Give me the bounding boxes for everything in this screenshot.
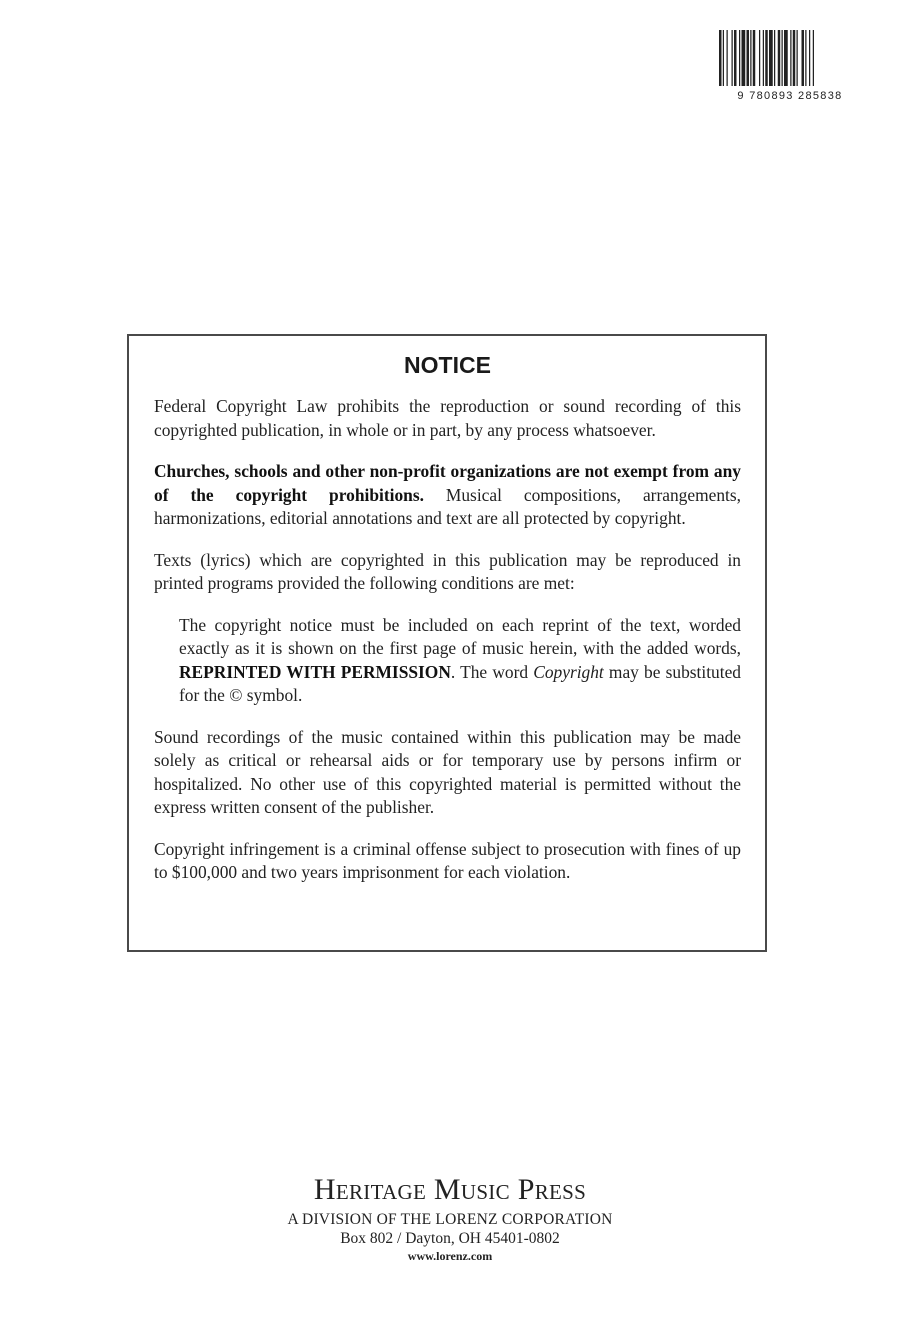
barcode-bar: [723, 30, 724, 86]
barcode-bar: [750, 30, 751, 86]
barcode-bar: [802, 30, 805, 86]
barcode-bar: [727, 30, 728, 86]
notice-paragraph-3: Texts (lyrics) which are copyrighted in this publication may be reproduced in printed programs provided the following conditions are met:: [154, 549, 741, 593]
barcode-bar: [765, 30, 768, 86]
barcode-bar: [747, 30, 750, 86]
publisher-division: A DIVISION OF THE LORENZ CORPORATION: [287, 1211, 613, 1228]
barcode-bars: [717, 28, 863, 88]
notice-paragraph-4-text-a: The copyright notice must be included on each reprint of the text, worded exactly as it is shown on the first page of music herein, with the added words,: [179, 614, 741, 658]
notice-paragraph-4: [179, 614, 741, 708]
notice-paragraph-5: Sound recordings of the music contained within this publication may be made solely as critical or rehearsal aids or for temporary use by persons infirm or hospitalized. No other use of this copyrighted material is permitted without the express written consent of the publisher.: [154, 726, 741, 817]
barcode: [717, 28, 863, 108]
notice-paragraph-2-text: Musical compositions, arrangements, harmonizations, editorial annotations and text are all protected by copyright.: [154, 484, 741, 528]
barcode-bar: [805, 30, 806, 86]
notice-paragraph-4-italic: Copyright: [533, 661, 604, 682]
notice-paragraph-4-text-c: may be substituted for the © symbol.: [179, 661, 741, 705]
barcode-bar: [809, 30, 810, 86]
barcode-bar: [793, 30, 796, 86]
notice-paragraph-6: Copyright infringement is a criminal offense subject to prosecution with fines of up to $100,000 and two years imprisonment for each violation.: [154, 838, 741, 882]
barcode-number: 9 780893 285838: [737, 90, 843, 102]
publisher-block: [0, 1170, 900, 1265]
barcode-bar: [790, 30, 791, 86]
barcode-bar: [797, 30, 798, 86]
notice-paragraph-4-bold: REPRINTED WITH PERMISSION: [179, 661, 451, 682]
notice-box: [127, 334, 767, 952]
notice-paragraph-1: Federal Copyright Law prohibits the reproduction or sound recording of this copyrighted publication, in whole or in part, by any process whatsoever.: [154, 396, 741, 440]
notice-title: NOTICE: [404, 352, 491, 378]
barcode-bar: [763, 30, 764, 86]
notice-paragraph-2-bold: Churches, schools and other non-profit organizations are not exempt from any of the copyright prohibitions.: [154, 461, 741, 505]
barcode-bar: [759, 30, 760, 86]
barcode-bar: [719, 30, 722, 86]
notice-paragraph-4-text-b: . The word: [450, 661, 534, 682]
barcode-bar: [732, 30, 733, 86]
barcode-bar: [769, 30, 773, 86]
barcode-bar: [778, 30, 781, 86]
notice-paragraph-2: [154, 460, 741, 531]
barcode-bar: [753, 30, 756, 86]
barcode-bar: [734, 30, 737, 86]
barcode-bar: [813, 30, 814, 86]
barcode-bar: [739, 30, 740, 86]
barcode-bar: [774, 30, 775, 86]
publisher-name: Heritage Music Press: [313, 1173, 587, 1206]
publisher-url[interactable]: www.lorenz.com: [407, 1249, 493, 1263]
barcode-bar: [782, 30, 783, 86]
barcode-bar: [784, 30, 788, 86]
publisher-address: Box 802 / Dayton, OH 45401-0802: [340, 1230, 560, 1247]
barcode-bar: [742, 30, 746, 86]
